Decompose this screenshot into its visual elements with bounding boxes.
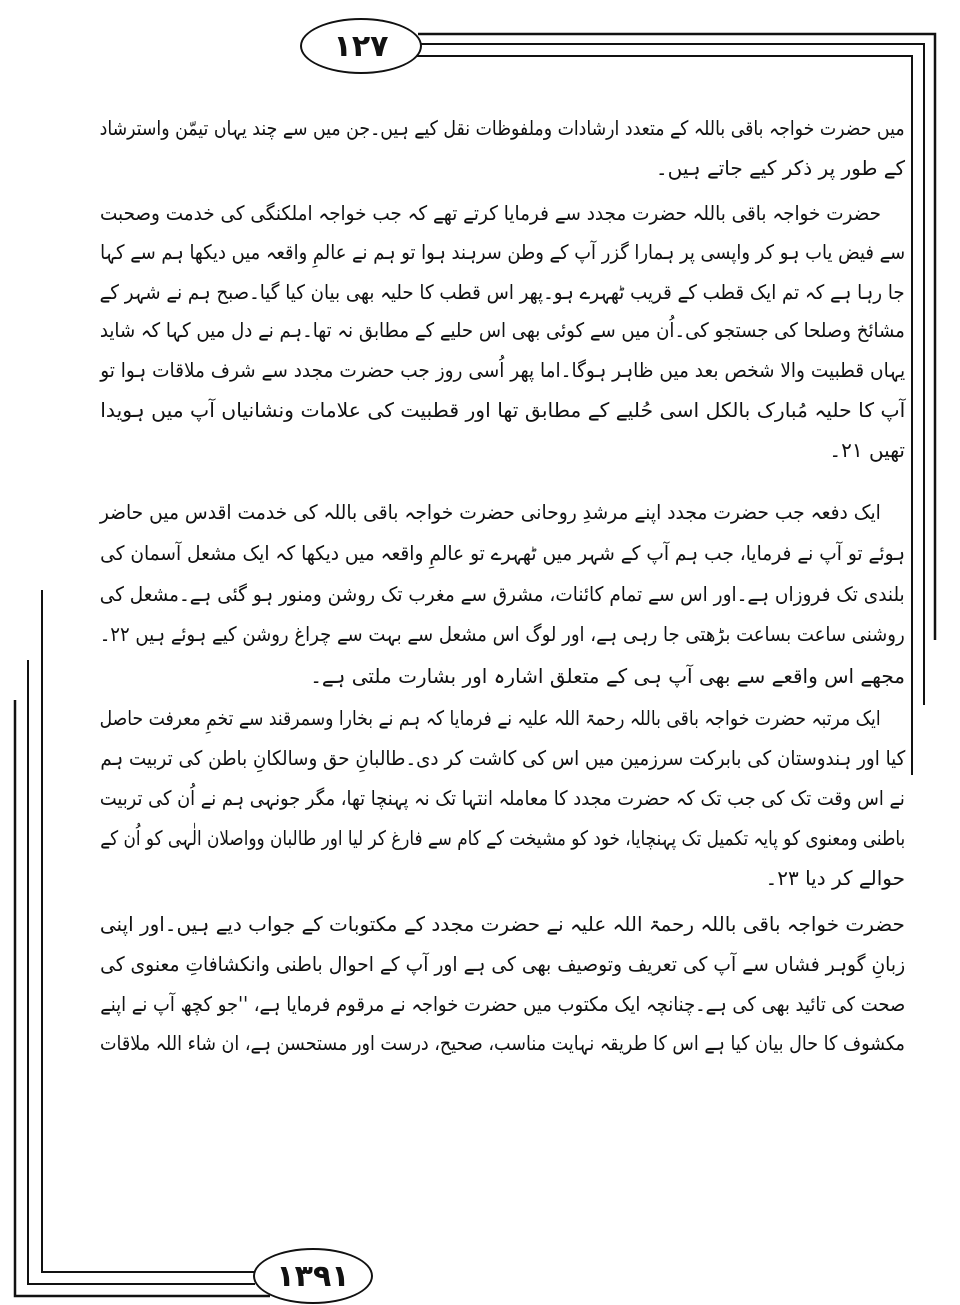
- text-line: [100, 195, 905, 231]
- text-line: [100, 986, 905, 1022]
- text-line: [100, 780, 905, 816]
- text-line-content: کے طور پر ذکر کیے جاتے ہیں۔: [655, 156, 905, 180]
- text-line: [100, 616, 905, 652]
- text-line-content: باطنی ومعنوی کو پایہ تکمیل تک پہنچایا، خود کو مشیخت کے کام سے فارغ کر لیا اور طالبان وواصلان الٰہی کو اُن کے: [100, 826, 905, 850]
- text-line: [100, 576, 905, 612]
- text-line-content: حوالے کر دیا ۲۳۔: [765, 866, 905, 890]
- text-line-content: ایک دفعہ جب حضرت مجدد اپنے مرشدِ روحانی حضرت خواجہ باقی باللہ کی خدمت اقدس میں حاضر: [100, 500, 881, 524]
- text-line-content: حضرت خواجہ باقی باللہ رحمۃ اللہ علیہ نے حضرت مجدد کے مکتوبات کے جواب دیے ہیں۔اور اپنی: [100, 912, 905, 936]
- text-line: [100, 820, 905, 856]
- text-line: [100, 352, 905, 388]
- text-line-content: بلندی تک فروزاں ہے۔اور اس سے تمام کائنات، مشرق سے مغرب تک روشن ومنور ہو گئی ہے۔مشعل کی: [100, 582, 905, 606]
- text-line-content: جا رہا ہے کہ تم ایک قطب کے قریب ٹھہرے ہو۔پھر اس قطب کا حلیہ بھی بیان کیا گیا۔صبح ہم نے شہر کے: [100, 280, 905, 304]
- text-line: [100, 1025, 905, 1061]
- text-line: [100, 658, 905, 694]
- text-line-content: ہوئے تو آپ نے فرمایا، جب ہم آپ کے شہر میں ٹھہرے تو عالمِ واقعہ میں دیکھا کہ ایک مشعل آسمان کی: [100, 541, 905, 565]
- text-line: [100, 906, 905, 942]
- text-line-content: روشنی ساعت بساعت بڑھتی جا رہی ہے، اور لوگ اس مشعل سے بہت سے چراغ روشن کیے ہوئے ہیں ۲۲۔: [100, 622, 905, 646]
- text-line: [100, 432, 905, 468]
- text-line-content: حضرت خواجہ باقی باللہ حضرت مجدد سے فرمایا کرتے تھے کہ جب خواجہ املکنگی کی خدمت وصحبت: [100, 201, 881, 225]
- text-line-content: تھیں ۲۱۔: [829, 438, 905, 462]
- text-line: [100, 700, 905, 736]
- text-line: [100, 494, 905, 530]
- text-line: [100, 312, 905, 348]
- text-line-content: صحت کی تائید بھی کی ہے۔چنانچہ ایک مکتوب میں حضرت خواجہ نے مرقوم فرمایا ہے، ''جو کچھ آپ نے اپنے: [100, 992, 905, 1016]
- text-line-content: یہاں قطبیت والا شخص بعد میں ظاہر ہوگا۔اما پھر اُسی روز جب حضرت مجدد سے شرف ملاقات ہوا تو: [100, 358, 905, 382]
- text-line-content: زبانِ گوہر فشاں سے آپ کی تعریف وتوصیف بھی کی ہے اور آپ کے احوال باطنی وانکشافاتِ معنوی کی: [100, 952, 905, 976]
- text-line: [100, 535, 905, 571]
- text-line: [100, 740, 905, 776]
- text-line: [100, 392, 905, 428]
- text-line: [100, 110, 905, 146]
- text-line-content: مشائخ وصلحا کی جستجو کی۔اُن میں سے کوئی بھی اس حلیے کے مطابق نہ تھا۔ہم نے دل میں کہا کہ شاید: [100, 318, 905, 342]
- page-number-top: ۱۲۷: [300, 18, 422, 74]
- page-number-bottom: ۱۳۹۱: [253, 1248, 373, 1304]
- text-line-content: مجھے اس واقعے سے بھی آپ ہی کے متعلق اشارہ اور بشارت ملتی ہے۔: [310, 664, 905, 688]
- text-line-content: مکشوف کا حال بیان کیا ہے اس کا طریقہ نہایت مناسب، صحیح، درست اور مستحسن ہے، ان شاء اللہ ملاقات: [100, 1031, 905, 1055]
- text-line-content: آپ کا حلیہ مُبارک بالکل اسی حُلیے کے مطابق تھا اور قطبیت کی علامات ونشانیاں آپ میں ہویدا: [100, 398, 905, 422]
- text-line-content: سے فیض یاب ہو کر واپسی پر ہمارا گزر آپ کے وطن سرہند ہوا تو ہم نے عالمِ واقعہ میں دیکھا ہم سے کہا: [100, 240, 905, 264]
- text-line-content: نے اس وقت تک کی جب تک کہ حضرت مجدد کا معاملہ انتہا تک نہ پہنچا تھا، مگر جونہی ہم نے اُن کی تربیت: [100, 786, 905, 810]
- text-line-content: کیا اور ہندوستان کی بابرکت سرزمین میں اس کی کاشت کر دی۔طالبانِ حق وسالکانِ باطن کی تربیت ہم: [100, 746, 905, 770]
- text-line: [100, 234, 905, 270]
- text-line: [100, 274, 905, 310]
- text-line-content: میں حضرت خواجہ باقی باللہ کے متعدد ارشادات وملفوظات نقل کیے ہیں۔جن میں سے چند یہاں تیمّن واسترشاد: [100, 116, 905, 140]
- text-line: [100, 946, 905, 982]
- text-line: [100, 150, 905, 186]
- text-line: [100, 860, 905, 896]
- text-line-content: ایک مرتبہ حضرت خواجہ باقی باللہ رحمۃ اللہ علیہ نے فرمایا کہ ہم نے بخارا وسمرقند سے تخمِ معرفت حاصل: [100, 706, 881, 730]
